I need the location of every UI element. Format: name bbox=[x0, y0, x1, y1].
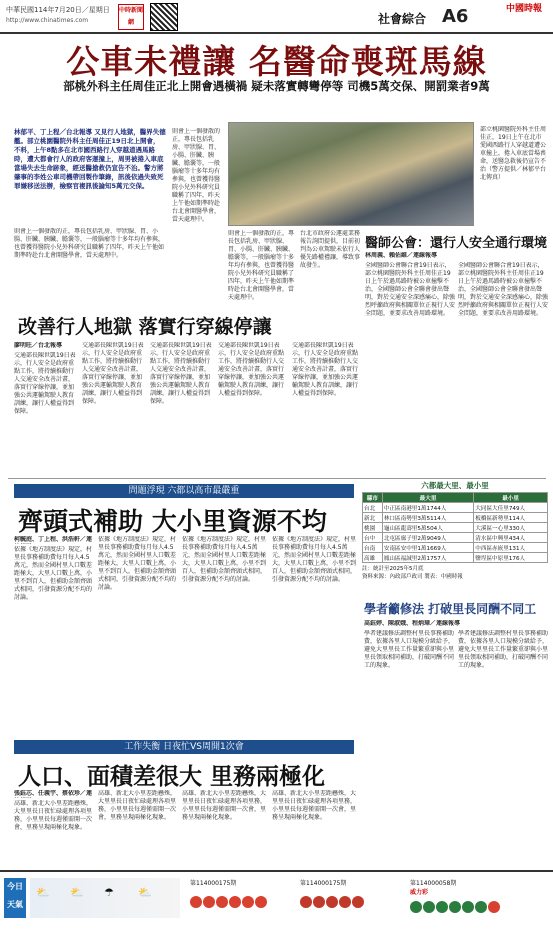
story3-body-col5: 交通部長陳世凱19日表示，行人安全是政府重點工作，將持續推動行人交通安全改善計畫，落實行穿線停讓，並加強公共運輸駕駛人教育訓練，讓行人權益得到保障。 bbox=[292, 342, 359, 397]
lottery-ball bbox=[242, 896, 254, 908]
lottery-ball bbox=[216, 896, 228, 908]
lottery-ball bbox=[190, 896, 202, 908]
story3-byline: 廖明旺／台北報導 bbox=[14, 342, 63, 349]
sun-cloud-icon: ⛅ bbox=[138, 886, 152, 899]
story6-body-col4: 高雄、新北大小里差距懸殊，大里里長日夜忙碌處理各項里務，小里里長每週僅需開一次會，里務呈現兩極化現象。 bbox=[272, 790, 357, 821]
table-cell: 鹽埕區中原里176人 bbox=[474, 553, 548, 563]
story6-byline: 張鈺芯、任義宇、蔡依珍／連 bbox=[14, 790, 93, 797]
table-row bbox=[363, 513, 548, 523]
table-row bbox=[363, 543, 548, 553]
district-table-box bbox=[362, 480, 548, 592]
table-cell: 台中 bbox=[363, 533, 383, 543]
table-row bbox=[363, 503, 548, 513]
lottery-name: 威力彩 bbox=[410, 889, 429, 896]
lottery-ball bbox=[436, 901, 448, 913]
lottery-issue: 第114000175期 bbox=[300, 880, 347, 887]
lottery-ball bbox=[423, 901, 435, 913]
qr-code-icon bbox=[150, 3, 178, 31]
lottery-ball bbox=[410, 901, 422, 913]
story2-byline: 林周義、賴佑維／連線報導 bbox=[365, 252, 438, 259]
story3-body-col4: 交通部長陳世凱19日表示，行人安全是政府重點工作，將持續推動行人交通安全改善計畫，落實行穿線停讓，並加強公共運輸駕駛人教育訓練，讓行人權益得到保障。 bbox=[218, 342, 285, 397]
accident-photo bbox=[228, 122, 474, 226]
lottery-3 bbox=[410, 878, 550, 918]
table-cell: 大同區大佳里749人 bbox=[474, 503, 548, 513]
table-note: 註：統計至2025年5月底 bbox=[362, 566, 424, 572]
main-headline: 公車未禮讓 名醫命喪斑馬線 bbox=[66, 42, 487, 81]
story5-byline: 高鈺婷、陳淑娥、程炳璋／連線報導 bbox=[364, 620, 461, 627]
table-cell: 台南 bbox=[363, 543, 383, 553]
table-cell: 桃園 bbox=[363, 523, 383, 533]
lottery-ball bbox=[313, 896, 325, 908]
table-cell: 中正區南港里1萬1744人 bbox=[382, 503, 473, 513]
divider bbox=[8, 478, 546, 479]
lottery-2 bbox=[300, 878, 400, 918]
story3-body-col3: 交通部長陳世凱19日表示，行人安全是政府重點工作，將持續推動行人交通安全改善計畫，落實行穿線停讓，並加強公共運輸駕駛人教育訓練，讓行人權益得到保障。 bbox=[150, 342, 212, 405]
story4-byline: 柯毓庭、丁上程、洪浩軒／連 bbox=[14, 536, 93, 543]
table-cell: 鳳山區福誠里2萬1757人 bbox=[382, 553, 473, 563]
table-cell: 清水區中興里434人 bbox=[474, 533, 548, 543]
story2-body-col2: 全國醫師公會聯合會19日表示，部立桃園醫院外科主任周佳正19日上午於過馬路時被公車撞擊不治，全國醫師公會全聯會發出聲明，對於交通安全深感痛心，除強烈呼籲政府與相關單位正視行人安全問題，並要求改善用路環境。 bbox=[458, 262, 548, 317]
lottery-ball bbox=[203, 896, 215, 908]
main-subheadline: 部桃外科主任周佳正北上開會遇橫禍 疑未落實轉彎停等 司機5萬交保、開罰業者9萬 bbox=[63, 79, 490, 93]
section-name: 社會綜合 bbox=[378, 12, 427, 26]
lottery-ball bbox=[449, 901, 461, 913]
table-row bbox=[363, 523, 548, 533]
table-cell: 板橋區新勢里114人 bbox=[474, 513, 548, 523]
story2-body-col1: 全國醫師公會聯合會19日表示，部立桃園醫院外科主任周佳正19日上午於過馬路時被公車撞擊不治，全國醫師公會全聯會發出聲明，對於交通安全深感痛心，除強烈呼籲政府與相關單位正視行人安全問題，並要求改善用路環境。 bbox=[365, 262, 455, 317]
agency-caption: 台北市政府公運處業務報告詢問提供，目前初判為公車駕駛未依行人優先路權禮讓，導致事故發生。 bbox=[300, 230, 360, 269]
story6-body-col2: 高雄、新北大小里差距懸殊，大里里長日夜忙碌處理各項里務，小里里長每週僅需開一次會，里務呈現兩極化現象。 bbox=[98, 790, 177, 821]
story4-headline: 齊頭式補助 大小里資源不均 bbox=[18, 507, 327, 536]
table-cell: 高雄 bbox=[363, 553, 383, 563]
lottery-ball bbox=[488, 901, 500, 913]
weather-forecast bbox=[30, 878, 180, 918]
story6-body-col1: 高雄、新北大小里差距懸殊，大里里長日夜忙碌處理各項里務，小里里長每週僅需開一次會，里務呈現兩極化現象。 bbox=[14, 800, 93, 831]
table-header: 最小里 bbox=[474, 493, 548, 503]
table-cell: 安南區安中里1萬1669人 bbox=[382, 543, 473, 553]
story5-body-col1: 學者建議修法調整村里長事務補助費，依據各里人口規模分級給予，避免大里里長工作量繁重卻與小里里長領取相同補助，打破同酬不同工的現象。 bbox=[364, 630, 454, 669]
lottery-ball bbox=[475, 901, 487, 913]
lottery-issue: 第114000175期 bbox=[190, 880, 237, 887]
story6-body-col3: 高雄、新北大小里差距懸殊，大里里長日夜忙碌處理各項里務，小里里長每週僅需開一次會，里務呈現兩極化現象。 bbox=[182, 790, 267, 821]
photo-caption: 部立桃園醫院外科主任周佳正，19日上午在北市愛國西路行人穿越道遭公車撞上，捲入車底當場喪命，送醫急救後仍宣告不治（警方提供／林郁平台北傳真） bbox=[480, 126, 546, 181]
table-cell: 林口區南勢里3萬5114人 bbox=[382, 513, 473, 523]
story5-headline: 學者籲修法 打破里長同酬不同工 bbox=[364, 602, 537, 616]
story5-body-col2: 學者建議修法調整村里長事務補助費，依據各里人口規模分級給予，避免大里里長工作量繁重卻與小里里長領取相同補助，打破同酬不同工的現象。 bbox=[458, 630, 548, 669]
story4-topic-bar: 問題浮現 六都以高市最嚴重 bbox=[14, 484, 354, 498]
lottery-ball bbox=[255, 896, 267, 908]
table-cell: 中西區赤嵌里131人 bbox=[474, 543, 548, 553]
main-lead: 林郁平、丁上程／台北報導 又見行人地獄，醫界失德艦。部立桃園醫院外科主任周佳正19日北上開會，不料，上午8點多在北市國西路行人穿越道遇馬路時，遭大都會行人的政府客運撞上，周男被捲入車底當場失去生命跡象，經送醫搶救仍宣告不治。警方將肇事的李姓公車司機帶回製作筆錄，訊後依過失致死罪嫌移送法辦，檢察官複訊後論知5萬元交保。 bbox=[14, 128, 166, 190]
table-row bbox=[363, 553, 548, 563]
table-title: 六都最大里、最小里 bbox=[421, 481, 489, 490]
lottery-ball bbox=[229, 896, 241, 908]
page-header bbox=[0, 0, 553, 34]
story3-body-col1: 交通部長陳世凱19日表示，行人安全是政府重點工作，將持續推動行人交通安全改善計畫，落實行穿線停讓，並加強公共運輸駕駛人教育訓練，讓行人權益得到保障。 bbox=[14, 352, 76, 415]
story3-body-col2: 交通部長陳世凱19日表示，行人安全是政府重點工作，將持續推動行人交通安全改善計畫，落實行穿線停讓，並加強公共運輸駕駛人教育訓練，讓行人權益得到保障。 bbox=[82, 342, 144, 405]
main-body-col2: 則會上一個發散的正，專長包括乳房、甲狀腺、胃、小腸、肝臟、胰臟、膽囊等，一般腦瘤等十多年均有參與，也曾獲得醫院小兒外科研究員職稱了四年，昨天上午他如期準時赴台北會開醫學會，當天處理中。 bbox=[172, 128, 221, 223]
table-cell: 大溪區一心里330人 bbox=[474, 523, 548, 533]
story6-headline: 人口、面積差很大 里務兩極化 bbox=[18, 763, 326, 790]
table-header: 縣市 bbox=[363, 493, 383, 503]
lottery-ball bbox=[300, 896, 312, 908]
page-number: A6 bbox=[442, 6, 469, 27]
table-row bbox=[363, 533, 548, 543]
lottery-1 bbox=[190, 878, 290, 918]
weather-label: 今日天氣 bbox=[4, 878, 26, 918]
website-url[interactable]: http://www.chinatimes.com bbox=[6, 17, 89, 24]
lottery-ball bbox=[352, 896, 364, 908]
district-table bbox=[362, 492, 548, 563]
table-cell: 北屯區廍子里2萬9049人 bbox=[382, 533, 473, 543]
story4-body-col1: 依據《地方制度法》規定，村里長事務補助費每月每人4.5萬元，然而全國村里人口數差距極大，大里人口數上萬，小里不到百人，但補助金額齊頭式相同，引發資源分配不均的討論。 bbox=[14, 546, 93, 601]
table-cell: 新北 bbox=[363, 513, 383, 523]
table-source: 資料來源：內政部戶政司 製表：中國時報 bbox=[362, 574, 463, 580]
story3-headline: 改善行人地獄 落實行穿線停讓 bbox=[18, 316, 272, 338]
issue-date: 中華民國114年7月20日／星期日 bbox=[6, 6, 110, 14]
sun-cloud-icon: ⛅ bbox=[36, 886, 50, 899]
main-body-col1: 則會上一個發散的正，專長包括乳房、甲狀腺、胃、小腸、肝臟、胰臟、膽囊等，一般腦瘤等十多年均有參與，也曾獲得醫院小兒外科研究員職稱了四年，昨天上午他如期準時赴台北會開醫學會，當天處理中。 bbox=[14, 228, 165, 259]
story4-body-col4: 依據《地方制度法》規定，村里長事務補助費每月每人4.5萬元，然而全國村里人口數差距極大，大里人口數上萬，小里不到百人，但補助金額齊頭式相同，引發資源分配不均的討論。 bbox=[272, 536, 357, 583]
story2-headline: 醫師公會：還行人安全通行環境 bbox=[365, 236, 548, 251]
table-cell: 台北 bbox=[363, 503, 383, 513]
story4-body-col3: 依據《地方制度法》規定，村里長事務補助費每月每人4.5萬元，然而全國村里人口數差距極大，大里人口數上萬，小里不到百人，但補助金額齊頭式相同，引發資源分配不均的討論。 bbox=[182, 536, 267, 583]
sun-cloud-icon: ⛅ bbox=[70, 886, 84, 899]
table-header: 最大里 bbox=[382, 493, 473, 503]
lottery-issue: 第114000058期 bbox=[410, 880, 457, 887]
story4-body-col2: 依據《地方制度法》規定，村里長事務補助費每月每人4.5萬元，然而全國村里人口數差距極大，大里人口數上萬，小里不到百人，但補助金額齊頭式相同，引發資源分配不均的討論。 bbox=[98, 536, 177, 591]
rain-icon: ☂ bbox=[104, 886, 114, 899]
main-body-col3: 則會上一個發散的正，專長包括乳房、甲狀腺、胃、小腸、肝臟、胰臟、膽囊等，一般腦瘤等十多年均有參與，也曾獲得醫院小兒外科研究員職稱了四年，昨天上午他如期準時赴台北會開醫學會，當天處理中。 bbox=[228, 230, 295, 301]
story6-topic-bar: 工作失衡 日夜忙VS周開1次會 bbox=[14, 740, 354, 754]
lottery-ball bbox=[462, 901, 474, 913]
bottom-strip bbox=[0, 870, 553, 938]
newspaper-logo: 中國時報 bbox=[505, 4, 542, 14]
news-logo: 中時新聞網 bbox=[118, 4, 144, 30]
lottery-ball bbox=[326, 896, 338, 908]
lottery-ball bbox=[339, 896, 351, 908]
table-cell: 龜山區龍壽里5萬504人 bbox=[382, 523, 473, 533]
